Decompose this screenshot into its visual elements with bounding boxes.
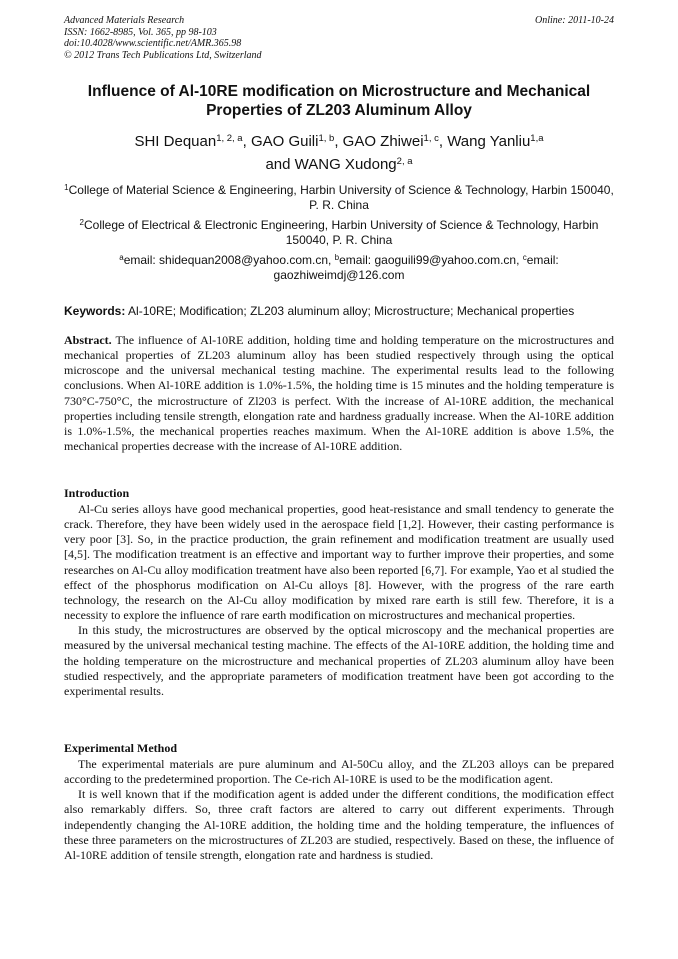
introduction-body bbox=[64, 502, 614, 699]
journal-header bbox=[64, 15, 262, 61]
paragraph: The experimental materials are pure aluminum and Al-50Cu alloy, and the ZL203 alloys can be prepared according to the predetermined proportion. The Ce-rich Al-10RE is used to be the modification agent. bbox=[64, 757, 614, 787]
experimental-body bbox=[64, 757, 614, 863]
paragraph: It is well known that if the modification agent is added under the different conditions, the modification effect also remarkably differs. So, three craft factors are altered to carry out different experiments. Through independently changing the Al-10RE addition, the holding time and the holding temperature, the influences of these three parameters on the microstructures of ZL203 are studied, respectively. Based on these, the influence of Al-10RE addition of tensile strength, elongation rate and hardness is studied. bbox=[64, 787, 614, 862]
copyright-line: © 2012 Trans Tech Publications Ltd, Switzerland bbox=[64, 49, 262, 61]
author: Wang Yanliu$^{1,a}$ bbox=[447, 133, 544, 150]
abstract-text: The influence of Al-10RE addition, holding time and holding temperature on the microstructures and mechanical properties of ZL203 aluminum alloy has been studied respectively through using the optical microscope and the universal mechanical testing machine. The experimental results lead to the following conclusions. When Al-10RE addition is 1.0%-1.5%, the holding time is 15 minutes and the holding temperature is 730°C-750°C, the microstructure of Zl203 is perfect. With the increase of Al-10RE addition, the mechanical properties including tensile strength, elongation rate and hardness gradually increase. When the Al-10RE addition is 1.0%-1.5%, the mechanical properties reaches maximum. When the Al-10RE addition is above 1.5%, the mechanical properties decrease with the increase of Al-10RE addition. bbox=[64, 333, 614, 454]
paragraph: Al-Cu series alloys have good mechanical properties, good heat-resistance and small tendency to generate the crack. Therefore, they have been widely used in the aerospace field [1,2]. However, their casting performance is very poor [3]. So, in the practice production, the grain refinement and modification treatment are usually used [4,5]. The modification treatment is an effective and important way to further improve their properties, and some researches on Al-Cu alloy modification treatment have also been reported [6,7]. For example, Yao et al studied the effect of the phosphorus modification on Al-Cu alloys [8]. However, with the progress of the rare earth technology, the research on the Al-Cu alloy modification by mixed rare earth is still few. Therefore, it is a necessity to explore the influence of rare earth modification on microstructures and mechanical properties. bbox=[64, 502, 614, 623]
paper-title: Influence of Al-10RE modification on Microstructure and Mechanical Properties of ZL203 Aluminum Alloy bbox=[87, 83, 591, 119]
affiliation-2: $^2$College of Electrical & Electronic Engineering, Harbin University of Science & Technology, Harbin 150040, P. R. China bbox=[79, 218, 599, 247]
email-list: $^a$email: shidequan2008@yahoo.com.cn, $^b$email: gaoguili99@yahoo.com.cn, $^c$email: gaozhiweimdj@126.com bbox=[119, 253, 559, 282]
abstract-label: Abstract. bbox=[64, 333, 112, 347]
author: SHI Dequan$^{1, 2, a}$, bbox=[134, 133, 251, 150]
paragraph: In this study, the microstructures are observed by the optical microscopy and the mechanical properties are measured by the universal mechanical testing machine. The effects of the Al-10RE addition, the holding time and the holding temperature on the microstructure and mechanical properties of ZL203 aluminum alloy have been studied respectively, and the appropriate parameters of modification treatment have been got according to the experimental results. bbox=[64, 623, 614, 698]
keywords-label: Keywords: bbox=[64, 304, 126, 318]
online-date: Online: 2011-10-24 bbox=[535, 15, 614, 26]
author-list bbox=[64, 130, 614, 176]
experimental-heading: Experimental Method bbox=[64, 741, 177, 755]
abstract bbox=[64, 333, 614, 454]
journal-name: Advanced Materials Research bbox=[64, 15, 185, 26]
author: GAO Zhiwei$^{1, c}$, bbox=[342, 133, 448, 150]
keywords-text: Al-10RE; Modification; ZL203 aluminum alloy; Microstructure; Mechanical properties bbox=[125, 304, 575, 318]
author: and WANG Xudong$^{2, a}$ bbox=[265, 156, 413, 173]
doi-line: doi:10.4028/www.scientific.net/AMR.365.98 bbox=[64, 38, 242, 49]
keywords bbox=[64, 304, 614, 319]
introduction-heading: Introduction bbox=[64, 486, 130, 500]
issn-line: ISSN: 1662-8985, Vol. 365, pp 98-103 bbox=[64, 26, 217, 38]
affiliation-1: $^1$College of Material Science & Engineering, Harbin University of Science & Technology, Harbin 150040, P. R. China bbox=[64, 183, 614, 212]
author: GAO Guili$^{1, b}$, bbox=[250, 133, 343, 150]
